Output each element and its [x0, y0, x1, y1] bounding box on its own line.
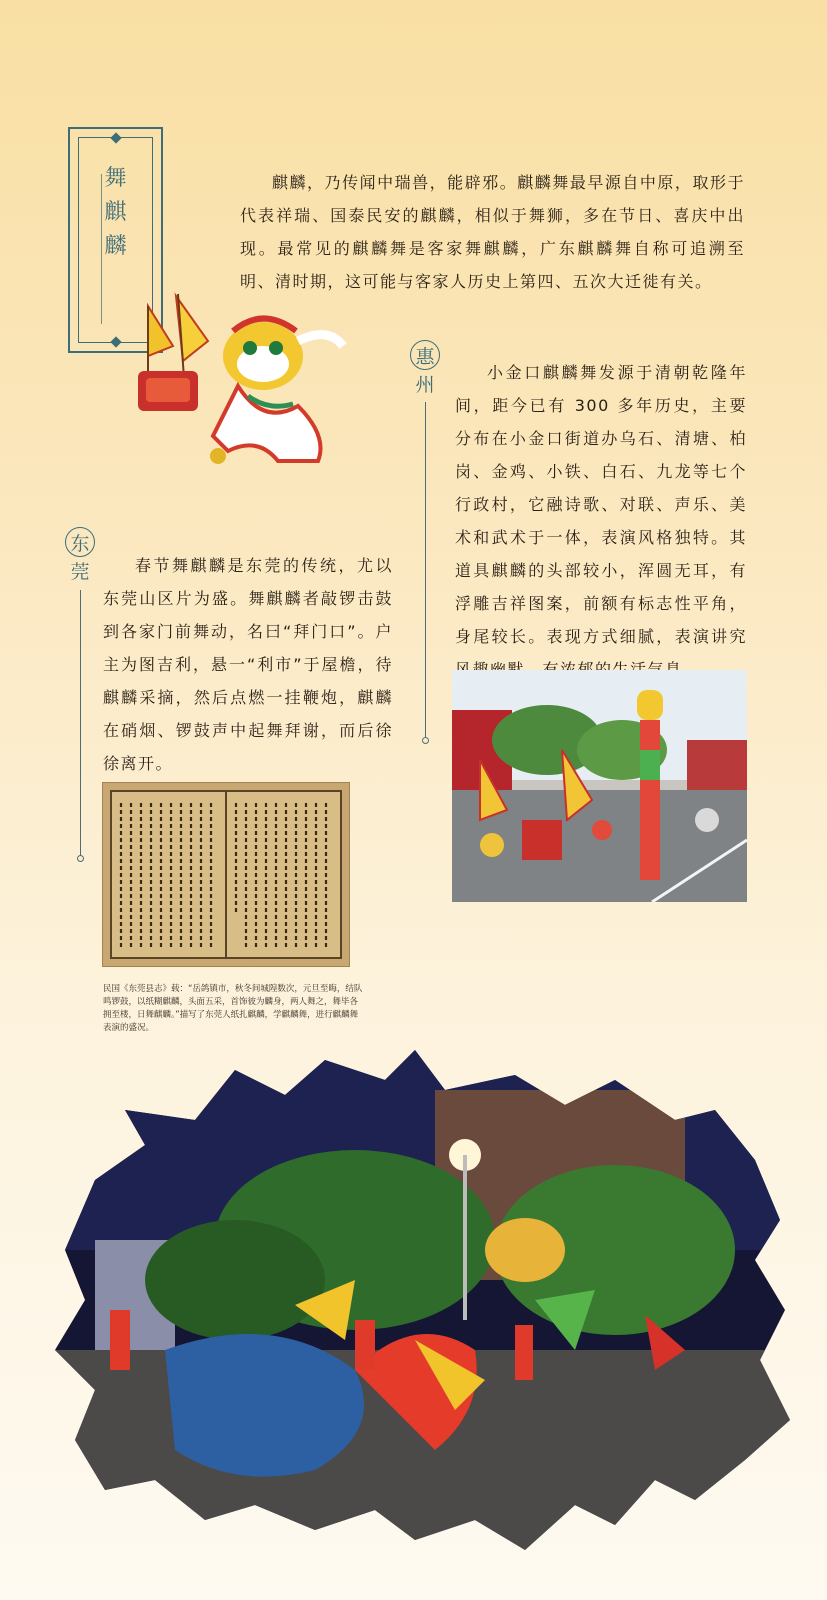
dongguan-char2: 莞 — [70, 561, 90, 583]
qilin-dance-image — [128, 286, 348, 476]
title-char: 麟 — [104, 234, 127, 259]
huizhou-vertical-rule — [425, 402, 426, 737]
title-char: 舞 — [104, 166, 127, 191]
dongguan-paragraph: 春节舞麒麟是东莞的传统，尤以东莞山区片为盛。舞麒麟者敲锣击鼓到各家门前舞动，名曰“拜门口”。户主为图吉利，悬一“利市”于屋檐，待麒麟采摘，然后点燃一挂鞭炮，麒麟在硝烟、锣鼓声中起舞拜谢，而后徐徐离开。 — [103, 556, 393, 773]
diamond-ornament-bottom — [110, 336, 121, 347]
huizhou-char2: 州 — [415, 374, 435, 396]
intro-paragraph: 麒麟，乃传闻中瑞兽，能辟邪。麒麟舞最早源自中原，取形于代表祥瑞、国泰民安的麒麟，相似于舞狮，多在节日、喜庆中出现。最常见的麒麟舞是客家舞麒麟，广东麒麟舞自称可追溯至明、清时期，这可能与客家人历史上第四、五次大迁徙有关。 — [240, 173, 745, 291]
gazetteer-caption: 民国《东莞县志》载：“岳鸽镇市，秋冬间城隍数次，元旦至晦，结队鸣锣鼓，以纸糊麒麟，头面五采，首饰彼为麟身，两人舞之，舞毕各拥至楼，日舞麒麟。”描写了东莞人纸扎麒麟，学麒麟舞，进行麒麟舞表演的盛况。 — [103, 984, 363, 1033]
huizhou-street-parade-photo — [452, 670, 747, 902]
huizhou-char-circle: 惠 — [410, 340, 440, 370]
huizhou-marker — [410, 340, 440, 397]
huizhou-paragraph: 小金口麒麟舞发源于清朝乾隆年间，距今已有 300 多年历史，主要分布在小金口街道办乌石、清塘、柏岗、金鸡、小铁、白石、九龙等七个行政村，它融诗歌、对联、声乐、美术和武术于一体，表演风格独特。其道具麒麟的头部较小，浑圆无耳，有浮雕吉祥图案，前额有标志性平角，身尾较长。表现方式细腻，表演讲究 — [455, 363, 747, 646]
diamond-ornament-top — [110, 132, 121, 143]
dongguan-marker — [65, 527, 95, 584]
page-title — [79, 162, 152, 264]
title-char: 麒 — [104, 200, 127, 225]
night-qilin-dance-photo — [55, 1050, 795, 1555]
dongguan-vertical-rule — [80, 590, 81, 855]
dongguan-char-circle: 东 — [65, 527, 95, 557]
huizhou-rule-dot — [422, 737, 429, 744]
dongguan-gazetteer-image — [102, 782, 350, 967]
dongguan-rule-dot — [77, 855, 84, 862]
